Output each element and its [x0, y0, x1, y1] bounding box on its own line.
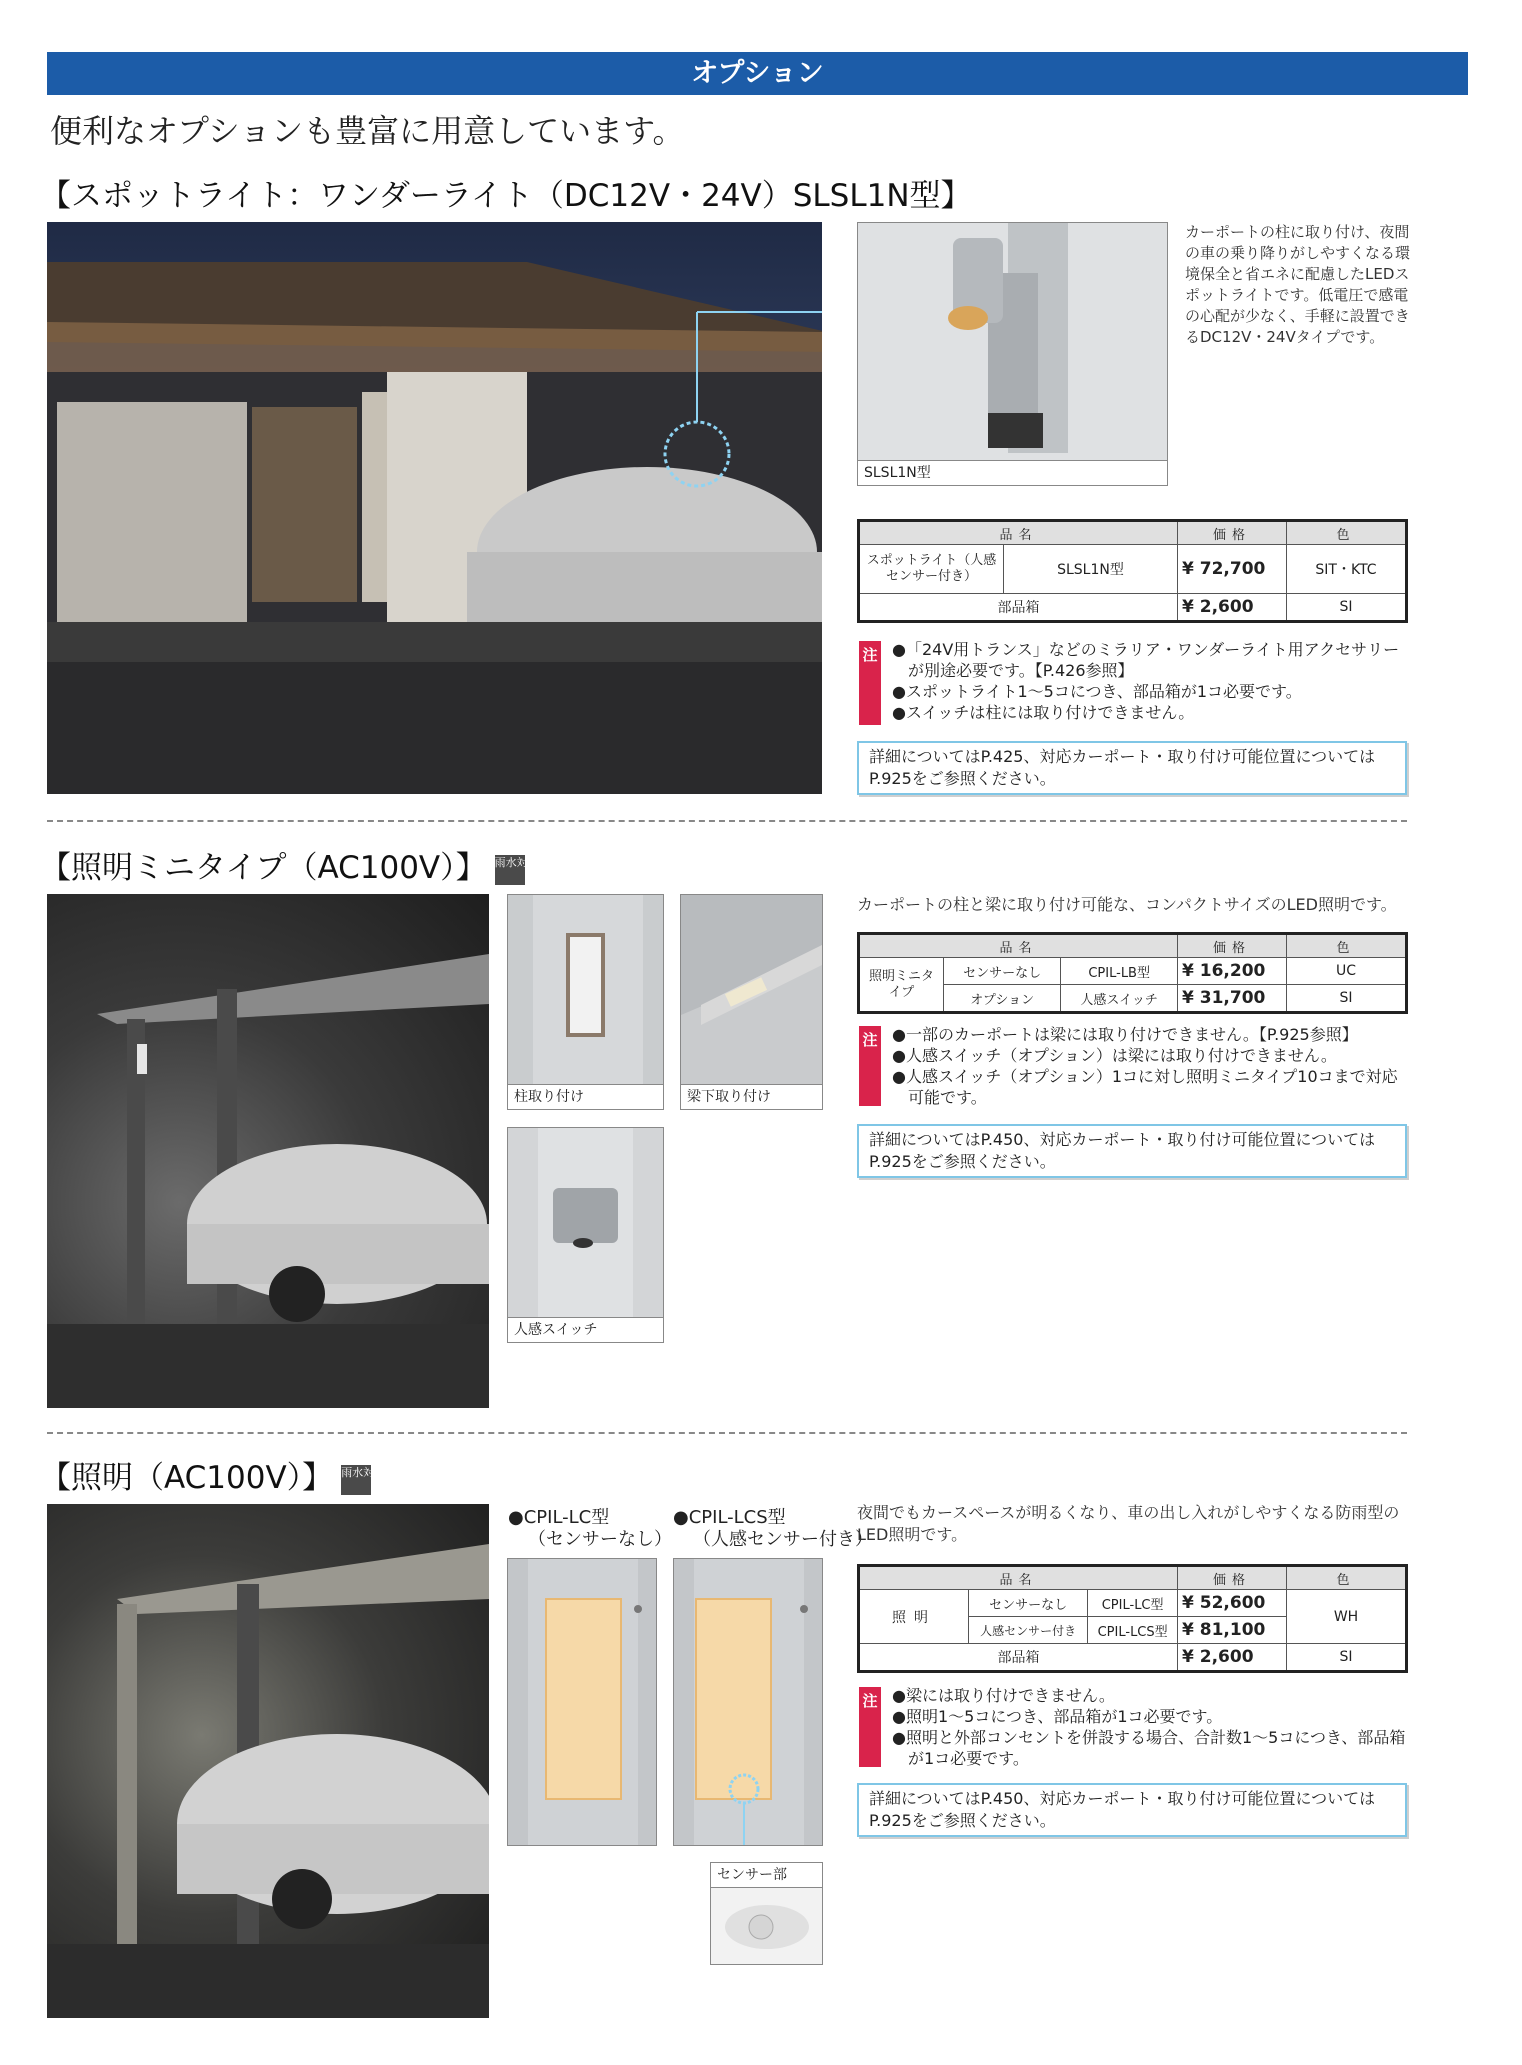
section3-reference: 詳細についてはP.450、対応カーポート・取り付け可能位置についてはP.925をご参照ください。	[857, 1783, 1407, 1837]
section3-description: 夜間でもカースペースが明るくなり、車の出し入れがしやすくなる防雨型のLED照明です。	[857, 1503, 1400, 1544]
divider	[47, 820, 1407, 822]
note-item: ●人感スイッチ（オプション）1コに対し照明ミニタイプ10コまで対応可能です。	[892, 1067, 1398, 1107]
photo-carport-light	[47, 1504, 489, 2018]
table-cell-name: スポットライト（人感センサー付き）	[859, 545, 1004, 594]
product-lcs-name: ●CPIL-LCS型	[673, 1507, 786, 1528]
table-cell-model: CPIL-LC型	[1088, 1590, 1178, 1617]
table-cell-group: 照明	[859, 1590, 969, 1644]
product-lc-sub: （センサーなし）	[528, 1529, 672, 1550]
section3-title-text: 【照明（AC100V）】	[40, 1460, 334, 1496]
section2-title-text: 【照明ミニタイプ（AC100V）】	[40, 850, 487, 886]
table-header-name: 品名	[859, 1566, 1178, 1590]
photo-motion-switch	[507, 1127, 664, 1343]
rain-badge: 雨水対応	[495, 855, 525, 885]
table-cell-name: 部品箱	[859, 594, 1178, 622]
section2-notes	[888, 1024, 1408, 1108]
section3-price-table	[857, 1564, 1408, 1673]
product-lc-label	[508, 1507, 672, 1551]
product-lc-name: ●CPIL-LC型	[508, 1507, 610, 1528]
table-header-color: 色	[1287, 1566, 1407, 1590]
photo-cpil-lcs	[673, 1558, 823, 1846]
table-cell-color: UC	[1287, 958, 1407, 985]
table-cell-color: SI	[1287, 985, 1407, 1013]
note-item: ●梁には取り付けできません。	[892, 1686, 1115, 1705]
sensor-caption: センサー部	[711, 1863, 822, 1888]
caption-beam: 梁下取り付け	[681, 1084, 822, 1109]
photo-carport-spotlight	[47, 222, 822, 794]
table-header-name: 品名	[859, 934, 1178, 958]
table-cell-price: ¥ 72,700	[1178, 545, 1287, 594]
section1-reference: 詳細についてはP.425、対応カーポート・取り付け可能位置についてはP.925をご参照ください。	[857, 741, 1407, 795]
table-cell-variant: センサーなし	[969, 1590, 1088, 1617]
table-cell-price: ¥ 16,200	[1178, 958, 1287, 985]
note-item: ●照明と外部コンセントを併設する場合、合計数1～5コにつき、部品箱が1コ必要です。	[892, 1728, 1406, 1768]
product-lcs-sub: （人感センサー付き）	[693, 1529, 873, 1550]
table-header-name: 品名	[859, 521, 1178, 545]
note-mark: 注	[859, 1026, 881, 1106]
table-cell-color: WH	[1287, 1590, 1407, 1644]
photo-mini-column	[507, 894, 664, 1110]
section1-notes	[888, 639, 1408, 723]
spotlight-caption: SLSL1N型	[858, 460, 1167, 485]
table-cell-model: 人感スイッチ	[1061, 985, 1178, 1013]
table-header-price: 価格	[1178, 1566, 1287, 1590]
note-item: ●「24V用トランス」などのミラリア・ワンダーライト用アクセサリーが別途必要です。【P.426参照】	[892, 640, 1400, 680]
section2-reference: 詳細についてはP.450、対応カーポート・取り付け可能位置についてはP.925をご参照ください。	[857, 1124, 1407, 1178]
table-cell-group: 照明ミニタイプ	[859, 958, 944, 1013]
section1-price-table	[857, 519, 1408, 623]
table-header-color: 色	[1287, 934, 1407, 958]
table-header-color: 色	[1287, 521, 1407, 545]
note-item: ●人感スイッチ（オプション）は梁には取り付けできません。	[892, 1046, 1337, 1065]
photo-cpil-lc	[507, 1558, 657, 1846]
table-header-price: 価格	[1178, 521, 1287, 545]
note-item: ●スポットライト1～5コにつき、部品箱が1コ必要です。	[892, 682, 1302, 701]
table-cell-variant: オプション	[944, 985, 1061, 1013]
section2-price-table	[857, 932, 1408, 1014]
section2-description: カーポートの柱と梁に取り付け可能な、コンパクトサイズのLED照明です。	[857, 895, 1397, 914]
table-cell-color: SI	[1287, 1644, 1407, 1672]
section1-description: カーポートの柱に取り付け、夜間の車の乗り降りがしやすくなる環境保全と省エネに配慮したLEDスポットライトです。低電圧で感電の心配が少なく、手軽に設置できるDC12V・24Vタイプです。	[1185, 223, 1411, 346]
section2-title	[40, 842, 539, 887]
section3-title	[40, 1452, 386, 1497]
table-cell-name: 部品箱	[859, 1644, 1178, 1672]
section-header: オプション	[47, 52, 1468, 95]
table-cell-color: SI	[1287, 594, 1407, 622]
caption-column: 柱取り付け	[508, 1084, 663, 1109]
rain-badge: 雨水対応	[341, 1465, 371, 1495]
note-mark: 注	[859, 1687, 881, 1767]
table-cell-model: CPIL-LB型	[1061, 958, 1178, 985]
note-item: ●スイッチは柱には取り付けできません。	[892, 703, 1195, 722]
note-mark: 注	[859, 641, 881, 725]
caption-switch: 人感スイッチ	[508, 1317, 663, 1342]
photo-carport-mini-light	[47, 894, 489, 1408]
section1-title: 【スポットライト：ワンダーライト（DC12V・24V）SLSL1N型】	[40, 178, 972, 214]
product-lcs-label	[673, 1507, 873, 1551]
section3-notes	[888, 1685, 1408, 1769]
table-cell-model: CPIL-LCS型	[1088, 1617, 1178, 1644]
table-header-price: 価格	[1178, 934, 1287, 958]
table-cell-price: ¥ 52,600	[1178, 1590, 1287, 1617]
table-cell-variant: 人感センサー付き	[969, 1617, 1088, 1644]
table-cell-price: ¥ 2,600	[1178, 594, 1287, 622]
table-cell-price: ¥ 81,100	[1178, 1617, 1287, 1644]
note-item: ●照明1～5コにつき、部品箱が1コ必要です。	[892, 1707, 1223, 1726]
table-cell-price: ¥ 31,700	[1178, 985, 1287, 1013]
photo-mini-beam	[680, 894, 823, 1110]
page-subtitle: 便利なオプションも豊富に用意しています。	[50, 112, 685, 150]
divider	[47, 1432, 1407, 1434]
note-item: ●一部のカーポートは梁には取り付けできません。【P.925参照】	[892, 1025, 1358, 1044]
table-cell-variant: センサーなし	[944, 958, 1061, 985]
table-cell-color: SIT・KTC	[1287, 545, 1407, 594]
photo-sensor	[710, 1862, 823, 1965]
table-cell-model: SLSL1N型	[1004, 545, 1178, 594]
photo-spotlight-product	[857, 222, 1168, 486]
table-cell-price: ¥ 2,600	[1178, 1644, 1287, 1672]
